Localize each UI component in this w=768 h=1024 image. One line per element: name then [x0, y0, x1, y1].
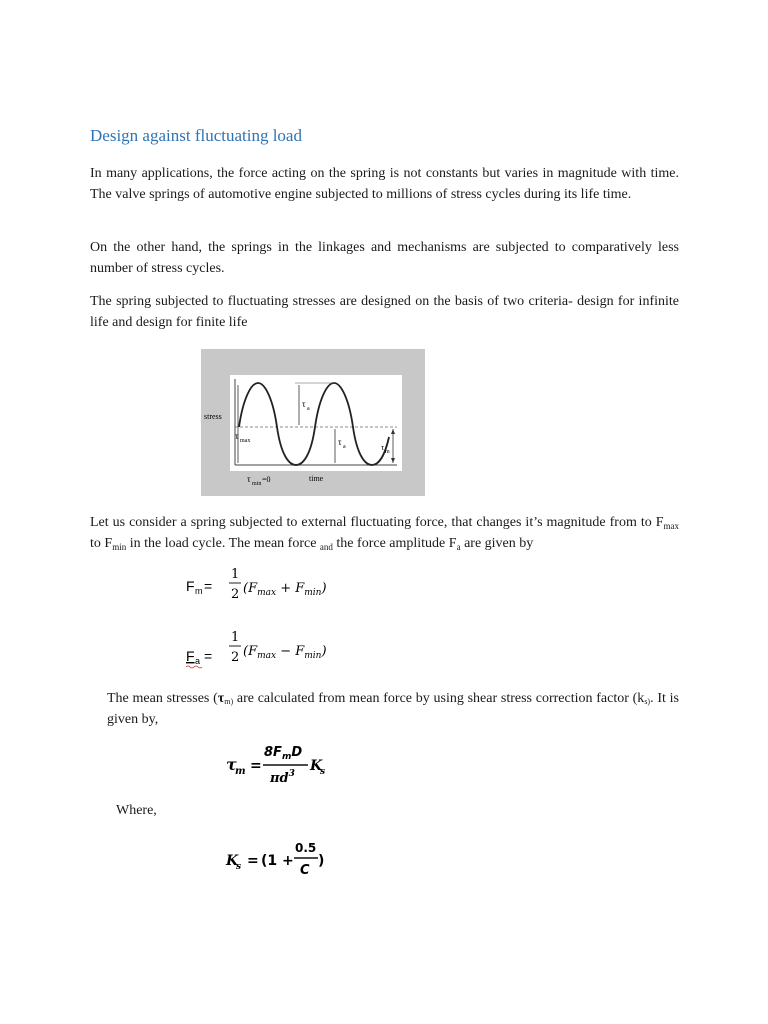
tau-a-lower-sub: a	[343, 444, 346, 450]
p5-sub-s: s)	[644, 697, 651, 706]
p5-text-3: . It is given by,	[107, 691, 679, 727]
fm-body: $(F_{max} + F_{min})$	[243, 581, 327, 598]
tau-a-lower-symbol: τ	[338, 437, 342, 447]
stress-time-diagram	[201, 349, 425, 496]
p4-text-2: to F	[90, 536, 113, 551]
stress-time-figure	[201, 349, 425, 496]
ks-open: (1 +	[261, 853, 294, 869]
tau-factor: K	[310, 758, 323, 774]
p5-text-1: The mean stresses (	[107, 691, 218, 706]
p4-sub-min: min	[112, 542, 127, 552]
tau-m-sub: m	[385, 449, 390, 455]
p4-sub-max: max	[663, 521, 679, 531]
fm-half-den: 2	[231, 587, 240, 602]
fa-half-num: 1	[231, 630, 240, 645]
formula-correction-factor	[224, 834, 334, 882]
formula-mean-force	[186, 564, 356, 604]
tau-denominator: $\pi d^3$	[270, 769, 295, 786]
paragraph-load-cycle	[90, 512, 679, 554]
y-axis-label: stress	[204, 412, 222, 421]
tau-min-symbol: τ	[247, 474, 251, 484]
p5-tau: τ	[217, 691, 225, 706]
ks-lhs: K	[226, 853, 239, 869]
ks-close: )	[318, 853, 325, 869]
tau-lhs: τ	[226, 755, 237, 774]
tau-equals: =	[250, 758, 262, 774]
tau-lhs-sub: m	[235, 766, 246, 777]
ks-denominator: C	[300, 863, 310, 878]
tau-max-sub: max	[240, 438, 251, 444]
tau-min-sub: min	[252, 481, 262, 487]
fa-lhs-letter: F	[186, 648, 195, 664]
formula-mean-stress	[224, 738, 334, 790]
fa-lhs-sub: a	[195, 656, 201, 666]
fa-equals: =	[204, 648, 213, 664]
fm-lhs-letter: F	[186, 578, 195, 594]
paragraph-linkages: On the other hand, the springs in the linkages and mechanisms are subjected to comparatively less number of stress cycles.	[90, 240, 679, 276]
p4-text-1: Let us consider a spring subjected to external fluctuating force, that changes it’s magnitude from to F	[90, 515, 664, 530]
p4-sub-a: a	[456, 542, 461, 552]
spellcheck-squiggle	[186, 666, 202, 668]
fa-half-den: 2	[231, 650, 240, 665]
fa-body: $(F_{max} - F_{min})$	[243, 644, 327, 661]
p5-sub-m: m)	[224, 697, 234, 706]
where-label: Where,	[116, 803, 157, 818]
x-axis-label: time	[309, 474, 324, 483]
p4-text-5: are given by	[460, 536, 534, 551]
p5-text-2: are calculated from mean force by using shear stress correction factor (k	[233, 691, 645, 706]
paragraph-mean-stress	[107, 688, 679, 730]
tau-numerator: $8F_mD$	[264, 745, 303, 762]
p4-text-3: in the load cycle. The mean force	[126, 536, 320, 551]
fm-lhs-sub: m	[195, 586, 203, 596]
section-heading: Design against fluctuating load	[90, 126, 302, 145]
tau-m-symbol: τ	[381, 443, 385, 452]
p4-small-and: and	[319, 542, 333, 552]
formula-force-amplitude	[186, 627, 356, 669]
ks-lhs-sub: s	[236, 862, 242, 872]
ks-equals: =	[247, 853, 259, 869]
tau-min-value: =0	[262, 475, 271, 484]
tau-factor-sub: s	[320, 767, 326, 777]
tau-max-symbol: τ	[235, 431, 239, 441]
paragraph-intro: In many applications, the force acting on the spring is not constants but varies in magnitude with time. The valve springs of automotive engine subjected to millions of stress cycles during its life time.	[90, 166, 679, 202]
ks-numerator: 0.5	[295, 841, 317, 855]
paragraph-criteria: The spring subjected to fluctuating stresses are designed on the basis of two criteria- design for infinite life and design for finite life	[90, 294, 679, 330]
tau-a-upper-sub: a	[307, 406, 310, 412]
fm-equals: =	[204, 578, 213, 594]
fm-half-num: 1	[231, 567, 240, 582]
p4-text-4: the force amplitude F	[332, 536, 457, 551]
tau-a-upper-symbol: τ	[302, 399, 306, 409]
